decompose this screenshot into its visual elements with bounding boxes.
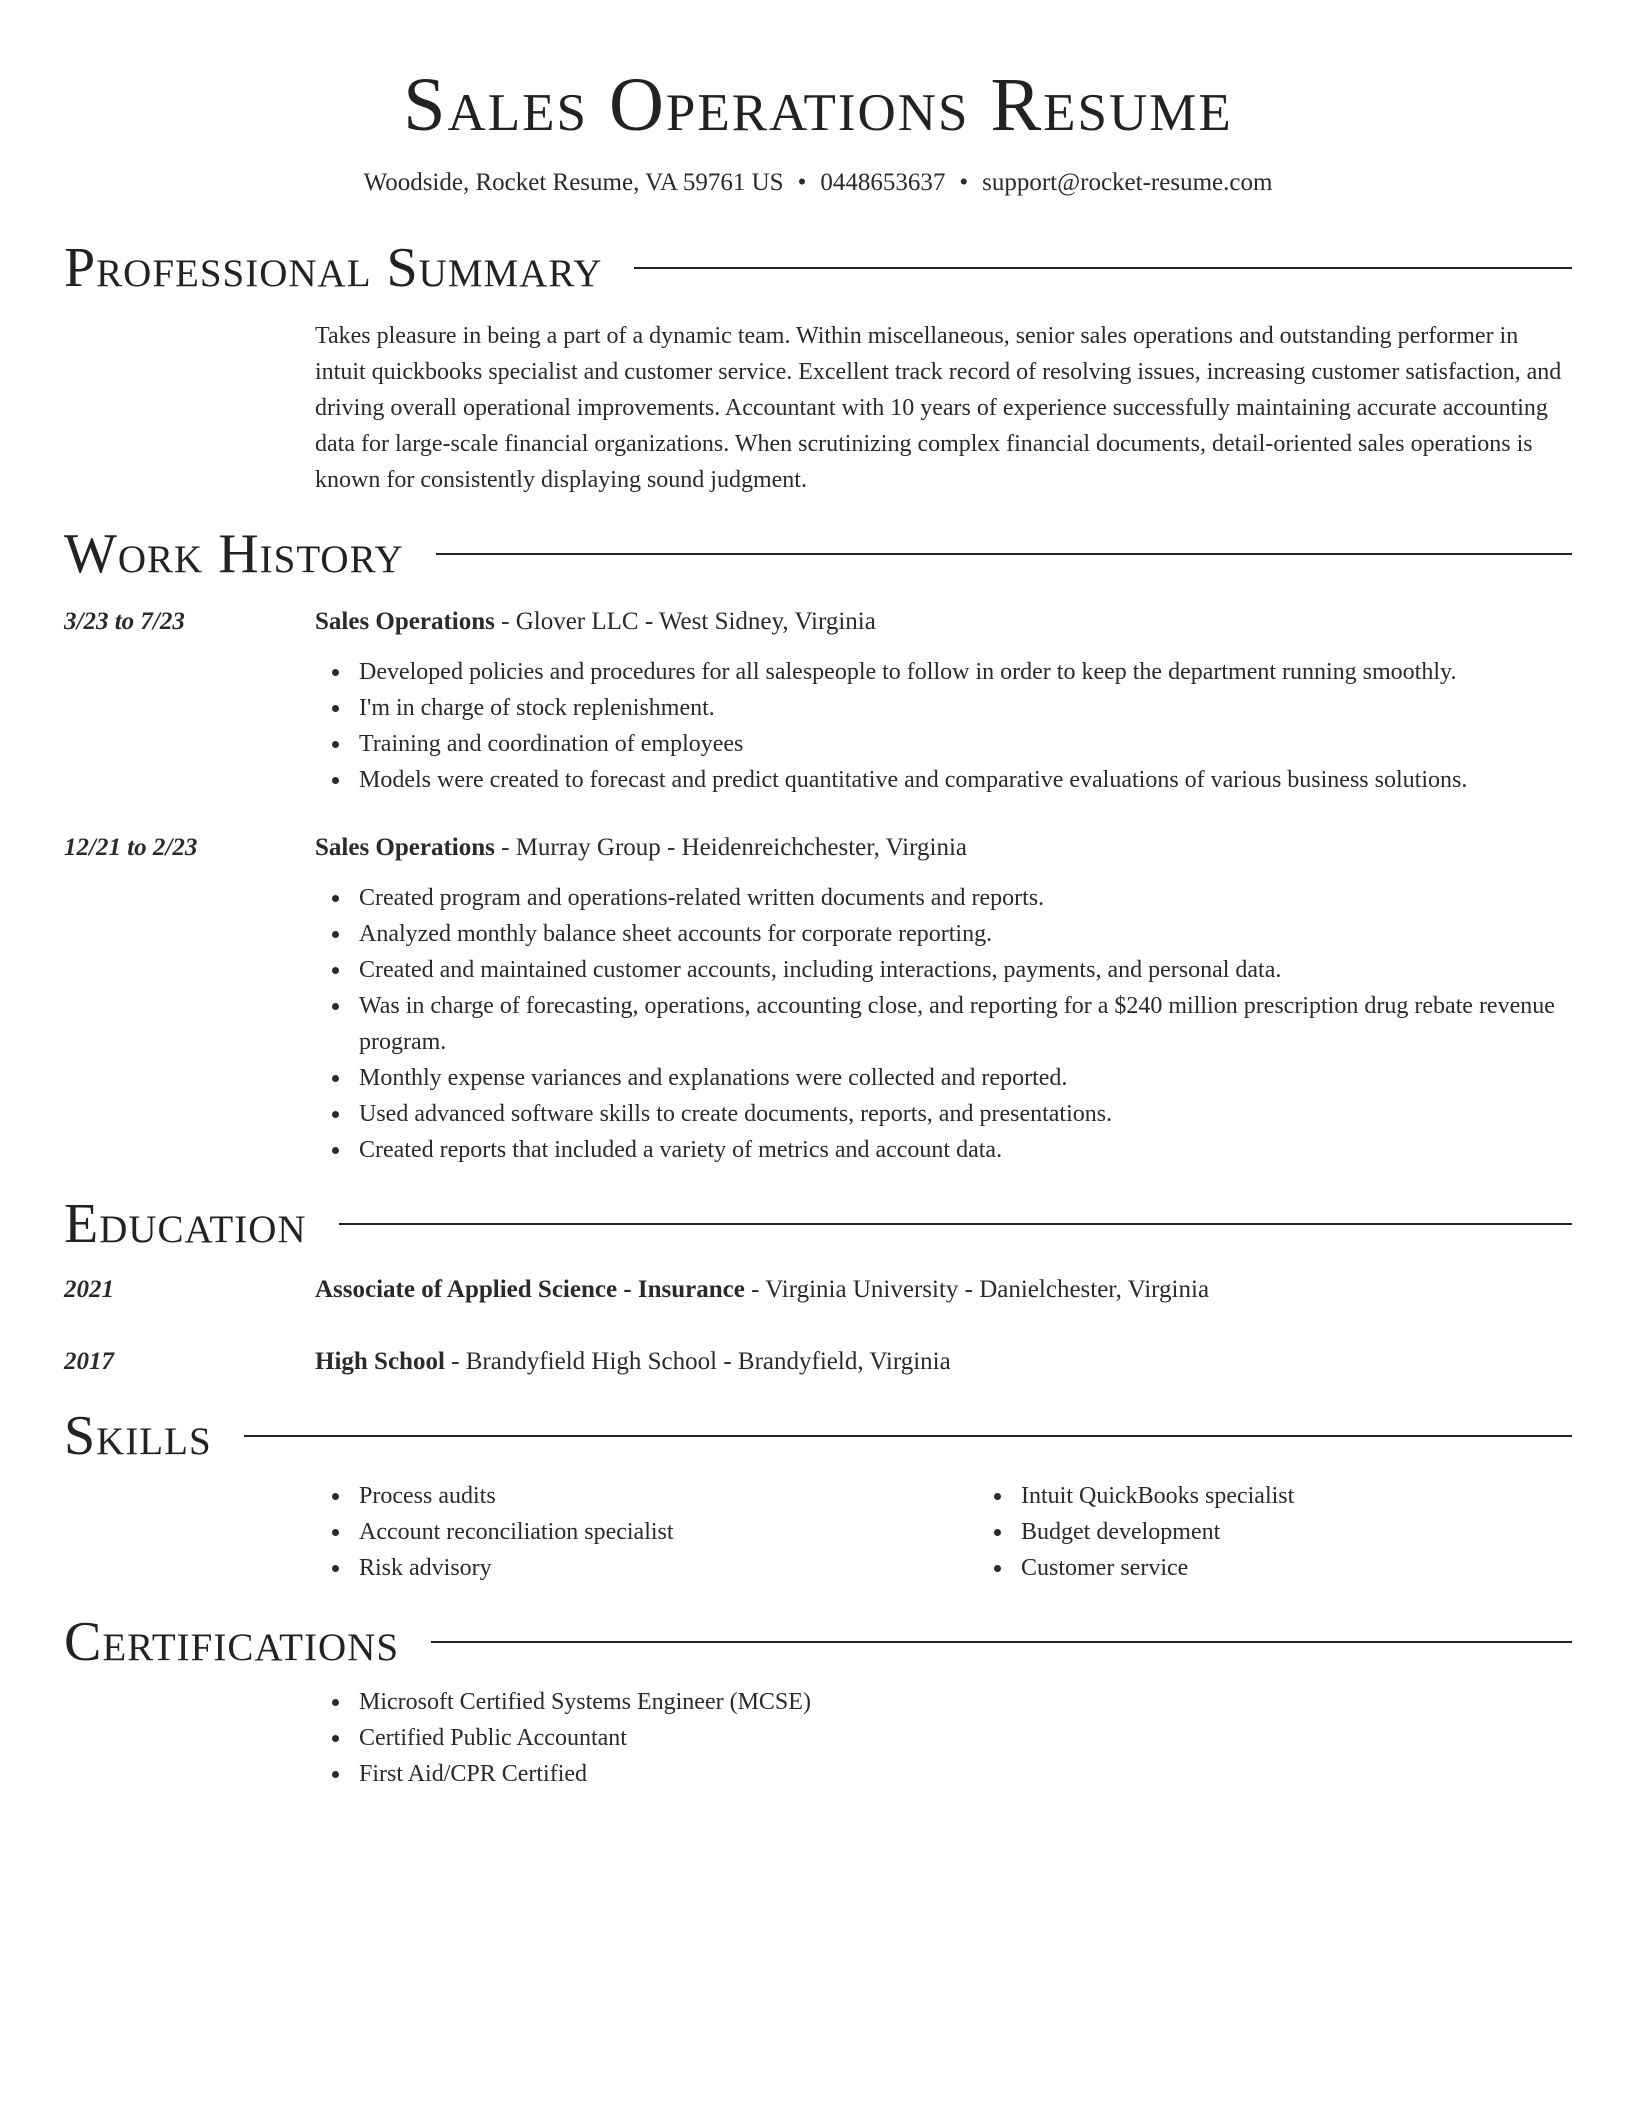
- list-item: Analyzed monthly balance sheet accounts for corporate reporting.: [359, 916, 1572, 952]
- section-divider: [436, 553, 1572, 555]
- job-entry: [64, 604, 1572, 798]
- list-item: I'm in charge of stock replenishment.: [359, 690, 1572, 726]
- list-item: Account reconciliation specialist: [359, 1514, 977, 1550]
- job-heading: [315, 830, 1572, 866]
- education-school: - Virginia University - Danielchester, Virginia: [744, 1276, 1210, 1303]
- list-item: Used advanced software skills to create documents, reports, and presentations.: [359, 1096, 1572, 1132]
- contact-email: support@rocket-resume.com: [982, 169, 1273, 196]
- job-dates: 12/21 to 2/23: [64, 834, 198, 861]
- skills-list-right: [977, 1478, 1632, 1586]
- certifications-row: [64, 1684, 1572, 1792]
- section-divider: [244, 1435, 1572, 1437]
- education-year: 2017: [64, 1348, 114, 1375]
- list-item: Certified Public Accountant: [359, 1720, 1572, 1756]
- education-year: 2021: [64, 1276, 114, 1303]
- skills-heading: Skills: [64, 1405, 212, 1467]
- list-item: Intuit QuickBooks specialist: [1021, 1478, 1632, 1514]
- list-item: Created and maintained customer accounts, including interactions, payments, and personal data.: [359, 952, 1572, 988]
- summary-text: Takes pleasure in being a part of a dynamic team. Within miscellaneous, senior sales operations and outstanding performer in intuit quickbooks specialist and customer service. Excellent track record of resolving issues, increasing customer satisfaction, and driving overall operational improvements. Accountant with 10 years of experience successfully maintaining accurate accounting data for large-scale financial organizations. When scrutinizing complex financial documents, detail-oriented sales operations is known for consistently displaying sound judgment.: [315, 323, 1562, 493]
- job-heading: [315, 604, 1572, 640]
- contact-line: [64, 166, 1572, 200]
- education-section-header: [64, 1194, 1572, 1254]
- education-heading: Education: [64, 1193, 307, 1255]
- job-employer: - Murray Group - Heidenreichchester, Virginia: [494, 834, 967, 861]
- work-section-header: [64, 524, 1572, 584]
- list-item: Process audits: [359, 1478, 977, 1514]
- work-heading: Work History: [64, 523, 404, 585]
- education-school: - Brandyfield High School - Brandyfield, Virginia: [444, 1348, 951, 1375]
- list-item: Monthly expense variances and explanations were collected and reported.: [359, 1060, 1572, 1096]
- list-item: Models were created to forecast and predict quantitative and comparative evaluations of various business solutions.: [359, 762, 1572, 798]
- summary-heading: Professional Summary: [64, 237, 603, 299]
- job-entry: [64, 830, 1572, 1168]
- job-title: Sales Operations: [315, 834, 495, 861]
- list-item: Customer service: [1021, 1550, 1632, 1586]
- list-item: Developed policies and procedures for all salespeople to follow in order to keep the department running smoothly.: [359, 654, 1572, 690]
- list-item: Was in charge of forecasting, operations, accounting close, and reporting for a $240 million prescription drug rebate revenue program.: [359, 988, 1572, 1060]
- skills-list-left: [315, 1478, 977, 1586]
- summary-row: [64, 318, 1572, 498]
- resume-title: Sales Operations Resume: [403, 63, 1233, 147]
- list-item: Budget development: [1021, 1514, 1632, 1550]
- certifications-section-header: [64, 1612, 1572, 1672]
- contact-separator: •: [959, 169, 969, 196]
- section-divider: [339, 1223, 1572, 1225]
- contact-separator: •: [797, 169, 807, 196]
- section-divider: [431, 1641, 1572, 1643]
- list-item: First Aid/CPR Certified: [359, 1756, 1572, 1792]
- list-item: Created reports that included a variety of metrics and account data.: [359, 1132, 1572, 1168]
- skills-row: [64, 1478, 1572, 1586]
- education-heading-line: [315, 1272, 1572, 1308]
- certifications-list: [315, 1684, 1572, 1792]
- job-employer: - Glover LLC - West Sidney, Virginia: [494, 608, 876, 635]
- job-duties-list: [315, 654, 1572, 798]
- certifications-heading: Certifications: [64, 1611, 400, 1673]
- skills-section-header: [64, 1406, 1572, 1466]
- education-degree: Associate of Applied Science - Insurance: [315, 1276, 745, 1303]
- education-degree: High School: [315, 1348, 445, 1375]
- job-title: Sales Operations: [315, 608, 495, 635]
- section-divider: [634, 267, 1572, 269]
- skills-grid: [315, 1478, 1632, 1586]
- list-item: Risk advisory: [359, 1550, 977, 1586]
- contact-address: Woodside, Rocket Resume, VA 59761 US: [363, 169, 784, 196]
- list-item: Training and coordination of employees: [359, 726, 1572, 762]
- list-item: Microsoft Certified Systems Engineer (MCSE): [359, 1684, 1572, 1720]
- contact-phone: 0448653637: [820, 169, 946, 196]
- job-duties-list: [315, 880, 1572, 1168]
- list-item: Created program and operations-related written documents and reports.: [359, 880, 1572, 916]
- job-dates: 3/23 to 7/23: [64, 608, 185, 635]
- education-entry: [64, 1272, 1572, 1308]
- summary-section-header: [64, 238, 1572, 298]
- education-entry: [64, 1344, 1572, 1380]
- resume-page: [64, 0, 1572, 1792]
- education-heading-line: [315, 1344, 1572, 1380]
